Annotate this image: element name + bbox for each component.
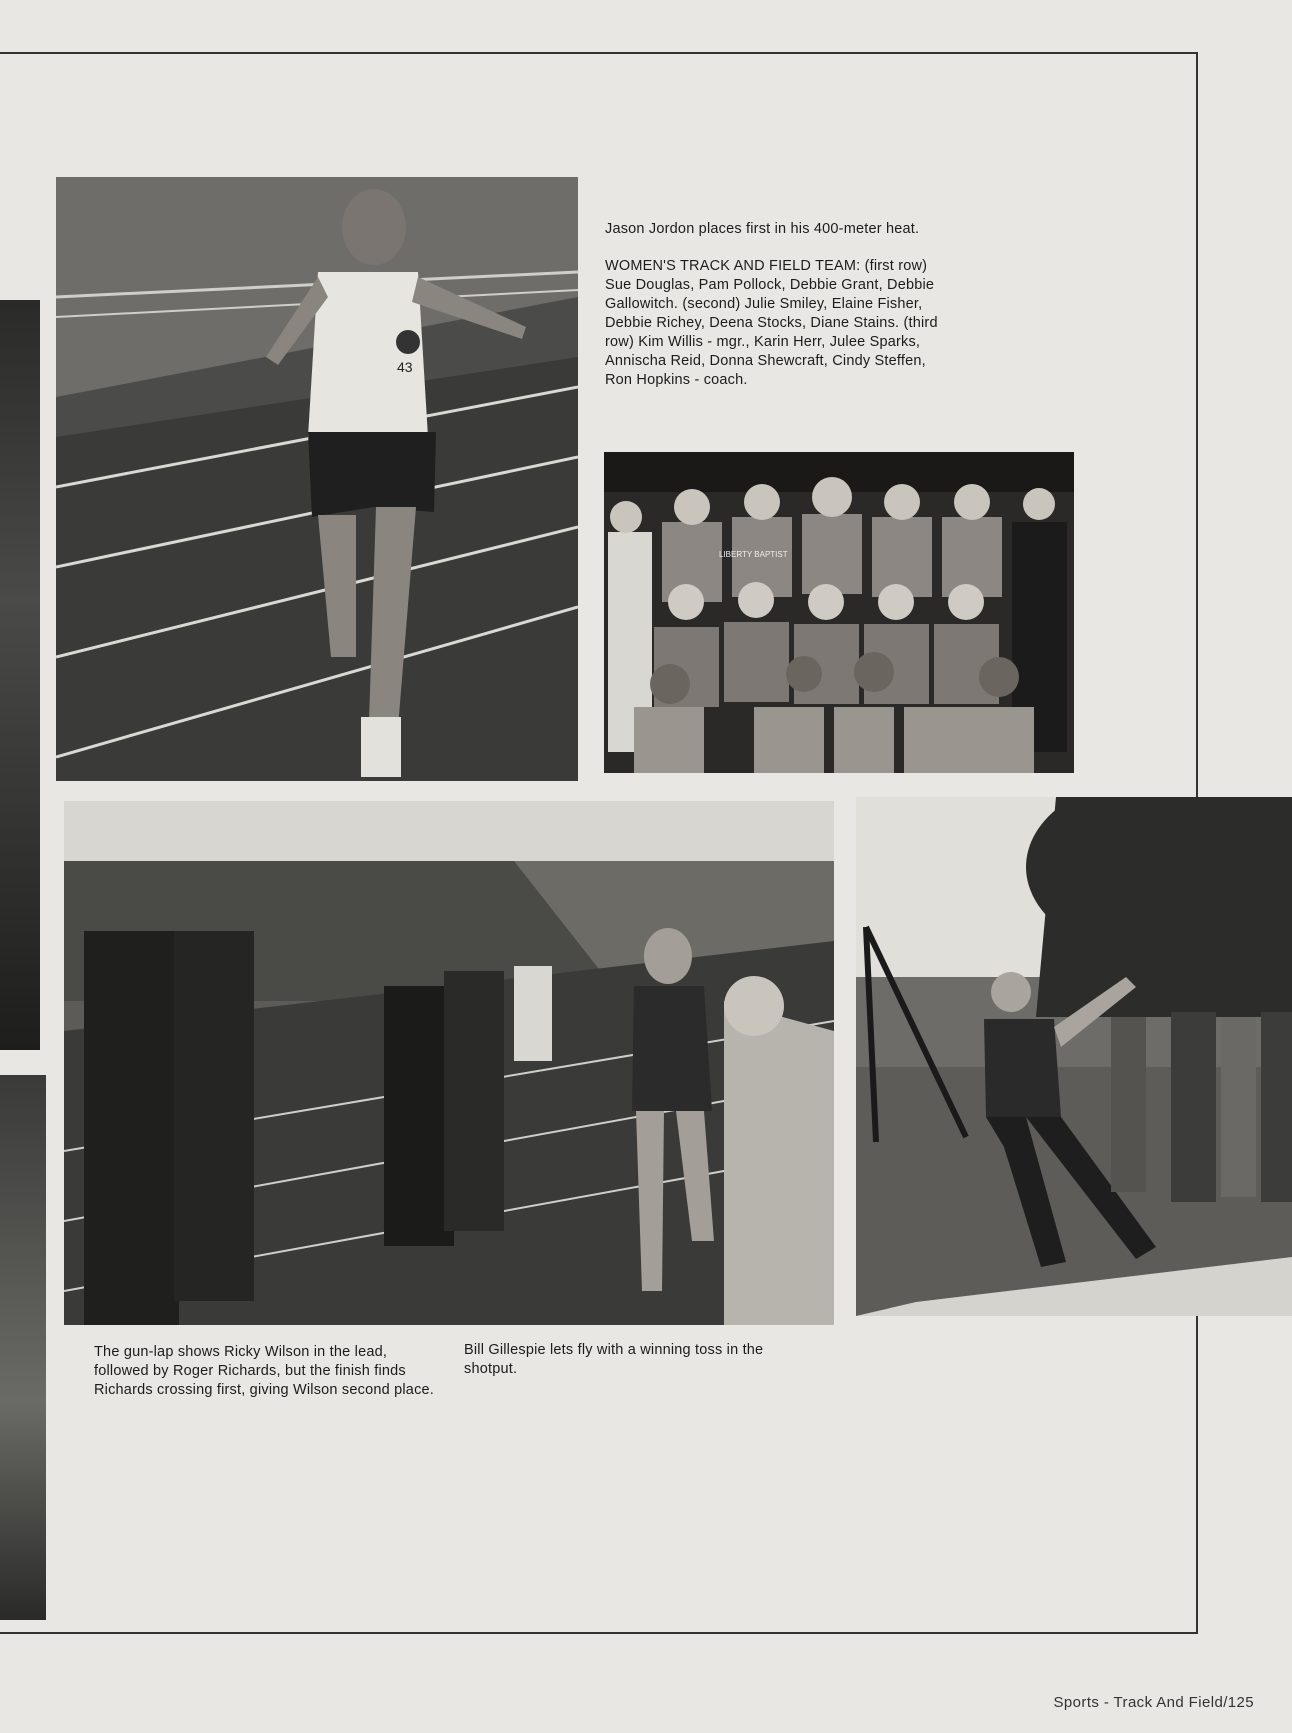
team-photo xyxy=(604,452,1074,773)
adjacent-page-edge-photo-lower xyxy=(0,1075,46,1620)
top-captions xyxy=(605,220,945,408)
shotput-caption: Bill Gillespie lets fly with a winning toss in the shotput. xyxy=(464,1342,764,1377)
runner-caption: Jason Jordon places first in his 400-meter heat. xyxy=(605,221,920,237)
team-caption: WOMEN'S TRACK AND FIELD TEAM: (first row) Sue Douglas, Pam Pollock, Debbie Grant, Debbie Gallowitch. (second) Julie Smiley, Elaine Fisher, Debbie Richey, Deena Stocks, Diane Stains. (third row) Kim Willis - mgr., Karin Herr, Julee Sparks, Annischa Reid, Donna Shewcraft, Cindy Steffen, Ron Hopkins - coach. xyxy=(605,258,938,388)
bib-number: 43 xyxy=(397,359,413,375)
runner-photo xyxy=(56,177,578,781)
page-folio: Sports - Track And Field/125 xyxy=(1053,1694,1254,1711)
adjacent-page-edge-photo xyxy=(0,300,40,1050)
relay-caption: The gun-lap shows Ricky Wilson in the lead, followed by Roger Richards, but the finish finds Richards crossing first, giving Wilson second place. xyxy=(94,1344,435,1398)
shotput-photo xyxy=(856,797,1292,1316)
relay-photo xyxy=(64,801,834,1325)
jersey-text: LIBERTY BAPTIST xyxy=(719,550,788,559)
